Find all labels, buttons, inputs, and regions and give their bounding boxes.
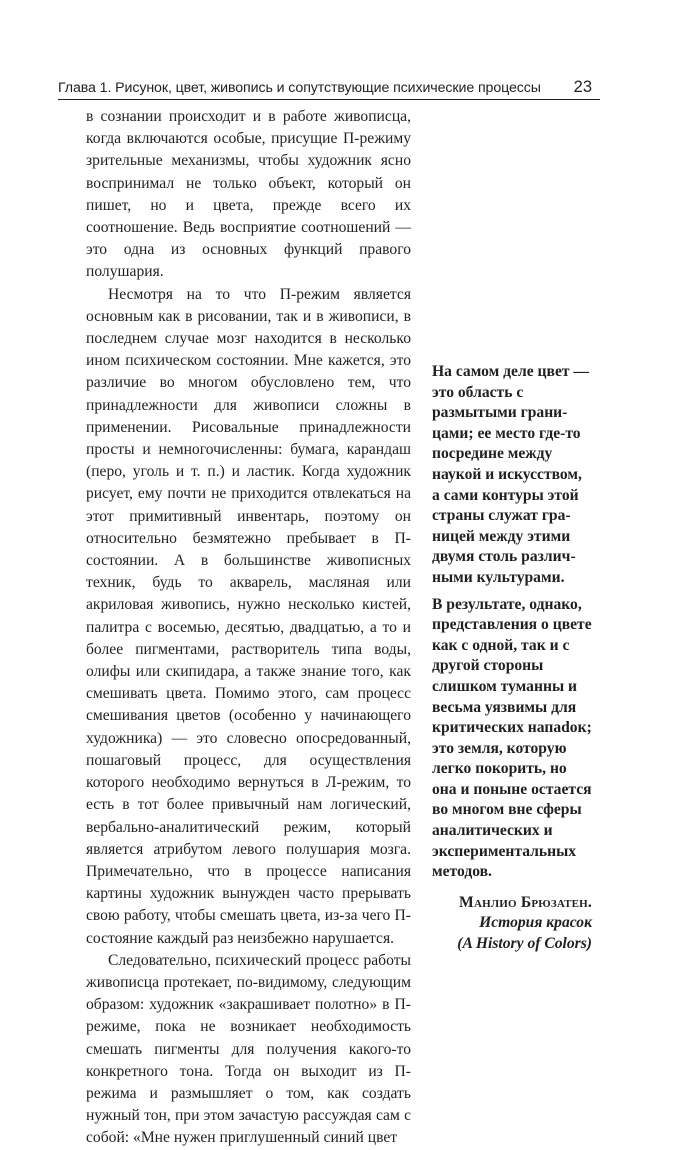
paragraph-1: в сознании происходит и в работе живописца, когда включаются особые, присущие П-режиму зрительные механизмы, чтобы художник ясно воспринимал не только объект, который он пишет, но и цвета, прежде всего их соотношение. Ведь восприятие соотношений — это одна из основных функций правого полушария. — [86, 108, 411, 281]
page-number: 23 — [573, 78, 592, 96]
quote-book-title-en: (A History of Colors) — [457, 935, 592, 953]
running-header — [58, 77, 600, 99]
sidebar-quote-1: На самом деле цвет — это область с размытыми границами; ее место где-то посредине между наукой и искусством, а сами контуры этой страны служат границей между этими двумя столь различными культурами. — [432, 363, 590, 586]
quote-attribution — [432, 893, 592, 955]
main-text-column — [86, 106, 411, 1150]
sidebar-quote — [432, 362, 592, 955]
header-rule — [58, 99, 600, 100]
paragraph-3: Следовательно, психический процесс работы живописца протекает, по-видимому, следующим образом: художник «закрашивает полотно» в П-режиме, пока не возникает необходимость смешать пигменты для получения какого-то конкретного тона. Тогда он выходит из П-режима и размышляет о том, как создать нужный тон, при этом зачастую рассуждая сам с собой: «Мне нужен приглушенный синий цвет — [86, 951, 411, 1147]
paragraph-2: Несмотря на то что П-режим является основным как в рисовании, так и в живописи, в последнем случае мозг находится в несколько ином психическом состоянии. Мне кажется, это различие во многом обусловлено тем, что принадлежности для живописи сложны в применении. Рисовальные принадлежности просты и немногочисленны: бумага, карандаш (перо, уголь и т. п.) и ластик. Когда художник рисует, ему почти не приходится отвлекаться на этот примитивный инвентарь, поэтому он относительно безмятежно пребывает в П-состоянии. А в большинстве живописных техник, будь то акварель, масляная или акриловая живопись, нужно несколько кистей, палитра с восемью, десятью, двадцатью, а то и более пигментами, растворитель типа воды, олифы или скипидара, а также знание того, как смешивать цвета. Помимо этого, сам процесс смешивания цветов (особенно у начинающего художника) — это словесно опосредованный, пошаговый процесс, для осуществления которого необходимо вернуться в Л-режим, то есть в тот более привычный нам логический, вербально-аналитический режим, который является атрибутом левого полушария мозга. Примечательно, что в процессе написания картины художник вынужден часто прерывать свою работу, чтобы смешать цвета, из-за чего П-состояние каждый раз неизбежно нарушается. — [86, 285, 411, 947]
chapter-title: Глава 1. Рисунок, цвет, живопись и сопутствующие психические процессы — [58, 80, 541, 96]
sidebar-quote-2: В результате, однако, представления о цвете как с одной, так и с другой стороны слишком туманны и весьма уязвимы для критических напаdок; это земля, которую легко покорить, но она и поныне остается во многом вне сферы аналитических и экспериментальных методов. — [432, 595, 592, 881]
quote-author: Манлио Брюзатен. — [459, 893, 592, 911]
quote-book-title-ru: История красок — [479, 914, 592, 932]
